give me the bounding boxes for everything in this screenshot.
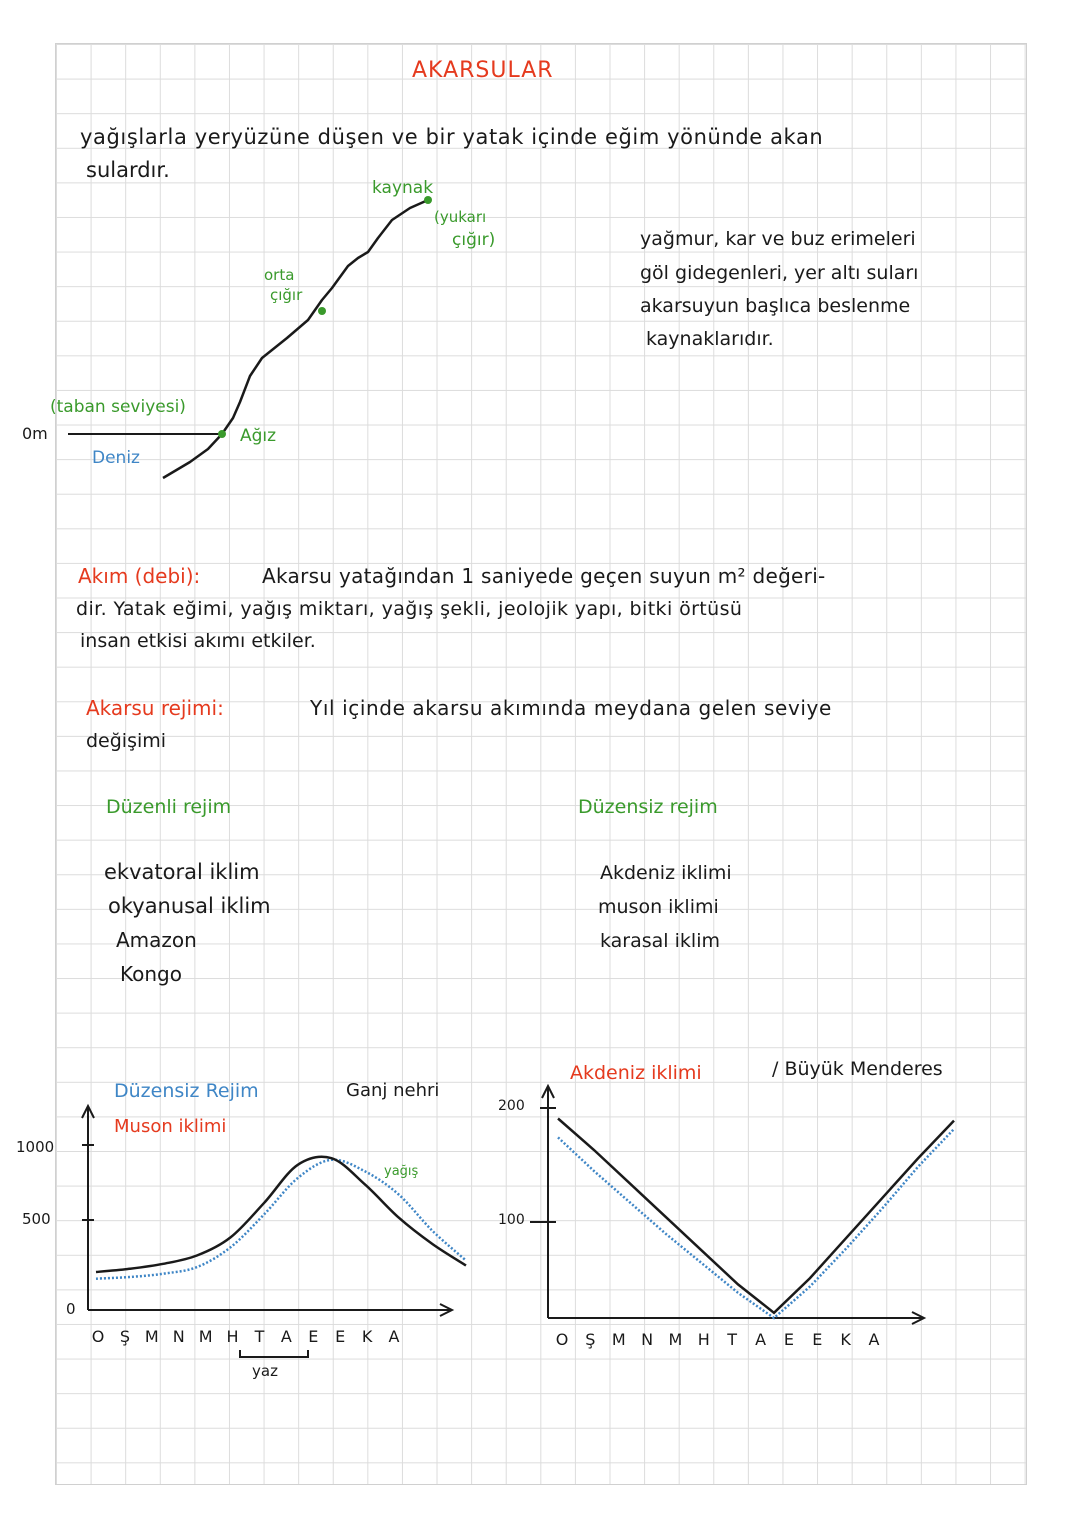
right-chart-title: Akdeniz iklimi — [570, 1062, 702, 1084]
irregular-regime-item-2: muson iklimi — [598, 896, 719, 918]
feeding-note-line-3: akarsuyun başlıca beslenme — [640, 295, 911, 317]
right-chart-month-label: M — [611, 1330, 626, 1349]
right-chart-month-label: E — [783, 1330, 794, 1349]
base-level-label: (taban seviyesi) — [50, 397, 186, 417]
left-chart-month-label: N — [172, 1327, 185, 1346]
left-chart-month-label: O — [91, 1327, 105, 1346]
feeding-note-line-1: yağmur, kar ve buz erimeleri — [640, 228, 916, 250]
upper-course-label-2: çığır) — [452, 230, 496, 250]
right-chart-month-label: Ş — [585, 1330, 596, 1349]
mouth-label: Ağız — [240, 426, 277, 446]
left-chart-month-label: H — [226, 1327, 239, 1346]
feeding-note-line-2: göl gidegenleri, yer altı suları — [640, 262, 919, 284]
irregular-regime-item-3: karasal iklim — [600, 930, 720, 952]
rejim-line-2: değişimi — [86, 730, 167, 752]
left-chart-rain-label: yağış — [384, 1164, 419, 1179]
right-chart-month-label: A — [755, 1330, 767, 1349]
page-title: AKARSULAR — [412, 58, 554, 83]
left-chart-river-label: Ganj nehri — [346, 1080, 440, 1101]
upper-course-label-1: (yukarı — [434, 208, 487, 226]
right-chart-subtitle: / Büyük Menderes — [772, 1058, 943, 1080]
right-chart-month-label: M — [668, 1330, 683, 1349]
right-chart-month-label: H — [697, 1330, 710, 1349]
source-label: kaynak — [372, 178, 434, 198]
regular-regime-item-1: ekvatoral iklim — [104, 860, 260, 884]
akim-line-3: insan etkisi akımı etkiler. — [80, 630, 316, 652]
right-chart-month-label: A — [868, 1330, 880, 1349]
akim-term: Akım (debi): — [78, 564, 201, 588]
left-chart-subtitle: Muson iklimi — [114, 1116, 227, 1137]
sea-label: Deniz — [92, 448, 140, 468]
right-chart-month-label: K — [840, 1330, 851, 1349]
right-chart-ytick-200: 200 — [498, 1098, 525, 1114]
right-chart-month-label: O — [555, 1330, 569, 1349]
rejim-term: Akarsu rejimi: — [86, 696, 224, 720]
irregular-regime-item-1: Akdeniz iklimi — [600, 862, 732, 884]
regular-regime-heading: Düzenli rejim — [106, 796, 232, 818]
right-chart-rain-series — [558, 1129, 954, 1318]
feeding-note-line-4: kaynaklarıdır. — [646, 328, 774, 350]
middle-course-label-2: çığır — [270, 286, 303, 304]
rejim-line-1: Yıl içinde akarsu akımında meydana gelen seviye — [310, 696, 832, 720]
akim-line-2: dir. Yatak eğimi, yağış miktarı, yağış şekli, jeolojik yapı, bitki örtüsü — [76, 598, 743, 620]
right-chart-flow-series — [558, 1119, 954, 1313]
regular-regime-item-4: Kongo — [120, 962, 182, 986]
left-chart-title: Düzensiz Rejim — [114, 1080, 259, 1102]
left-chart-summer-label: yaz — [252, 1362, 278, 1380]
intro-line-1: yağışlarla yeryüzüne düşen ve bir yatak içinde eğim yönünde akan — [80, 125, 824, 149]
right-chart-month-label: T — [727, 1330, 738, 1349]
left-chart-ytick-0: 0 — [66, 1300, 76, 1318]
left-chart-month-label: M — [198, 1327, 213, 1346]
irregular-regime-heading: Düzensiz rejim — [578, 796, 718, 818]
left-chart-month-label: E — [308, 1327, 319, 1346]
middle-course-label-1: orta — [264, 266, 295, 284]
left-chart-ytick-500: 500 — [22, 1210, 51, 1228]
akim-line-1: Akarsu yatağından 1 saniyede geçen suyun m² değeri- — [262, 564, 826, 588]
right-chart-month-label: N — [641, 1330, 654, 1349]
regular-regime-item-3: Amazon — [116, 928, 197, 952]
left-chart-month-label: T — [254, 1327, 265, 1346]
intro-line-2: sulardır. — [86, 158, 170, 182]
left-chart-month-label: M — [144, 1327, 159, 1346]
right-chart-ytick-100: 100 — [498, 1212, 525, 1228]
right-chart-month-label: E — [812, 1330, 823, 1349]
regular-regime-item-2: okyanusal iklim — [108, 894, 271, 918]
left-chart-month-label: A — [280, 1327, 292, 1346]
left-chart-month-label: K — [361, 1327, 373, 1346]
left-chart-month-label: E — [335, 1327, 346, 1346]
zero-meter-label: 0m — [22, 424, 48, 443]
left-chart-month-label: A — [388, 1327, 400, 1346]
left-chart-ytick-1000: 1000 — [16, 1138, 55, 1156]
left-chart-month-label: Ş — [119, 1327, 130, 1346]
